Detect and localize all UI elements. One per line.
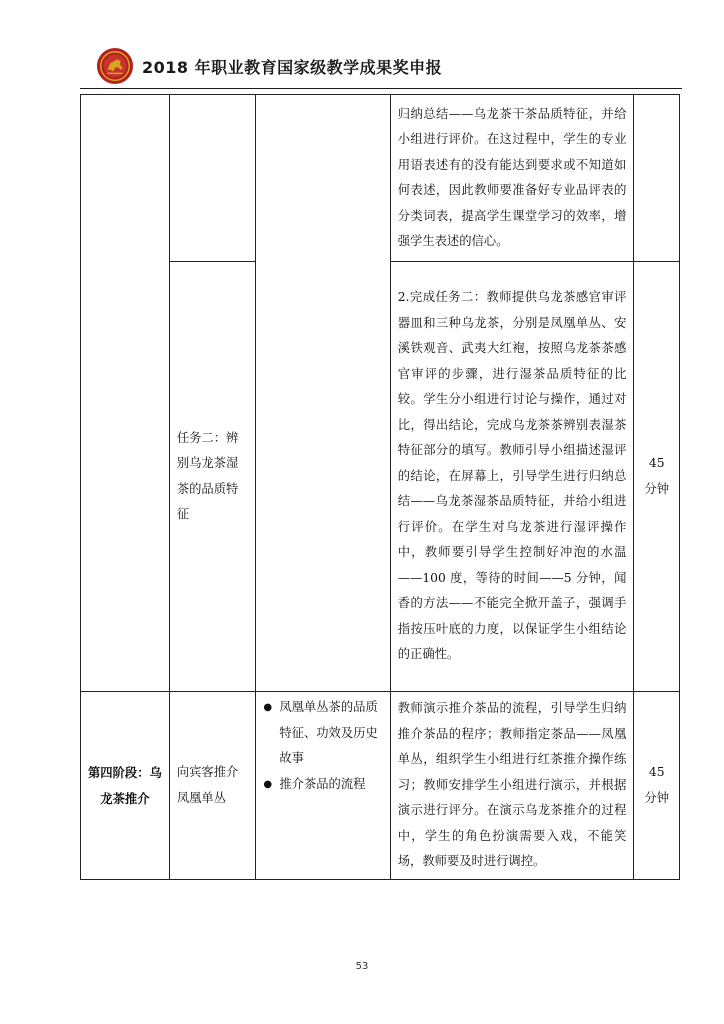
activity-cell: 归纳总结——乌龙茶干茶品质特征，并给小组进行评价。在这过程中，学生的专业用语表述有的没有能达到要求或不知道如何表述，因此教师要准备好专业品评表的分类词表，提高学生课堂学习的效率，增强学生表述的信心。	[390, 95, 634, 262]
page-title: 2018 年职业教育国家级教学成果奖申报	[142, 57, 443, 77]
table-row	[81, 95, 680, 262]
time-cell-empty	[634, 95, 680, 262]
knowledge-list	[263, 695, 382, 797]
stage-cell-empty	[81, 95, 170, 692]
bullet-icon: ●	[263, 778, 273, 790]
knowledge-item: 推介茶品的流程	[279, 776, 366, 791]
knowledge-cell-empty	[256, 95, 390, 692]
time-cell: 45 分钟	[634, 692, 680, 880]
stage-cell: 第四阶段：乌龙茶推介	[81, 692, 170, 880]
list-item	[263, 695, 382, 772]
knowledge-cell	[256, 692, 390, 880]
page-header	[96, 46, 442, 86]
page-number: 53	[355, 961, 369, 972]
knowledge-item: 凤凰单丛茶的品质特征、功效及历史故事	[279, 700, 378, 765]
task-cell-empty	[169, 95, 256, 262]
activity-cell: 教师演示推介茶品的流程，引导学生归纳推介茶品的程序；教师指定茶品——凤凰单丛，组织学生小组进行红茶推介操作练习；教师安排学生小组进行演示，并根据演示进行评分。在演示乌龙茶推介的过程中，学生的角色扮演需要入戏，不能笑场，教师要及时进行调控。	[390, 692, 634, 880]
task-cell: 任务二：辨别乌龙茶湿茶的品质特征	[169, 262, 256, 692]
task-cell: 向宾客推介凤凰单丛	[169, 692, 256, 880]
time-cell: 45 分钟	[634, 262, 680, 692]
list-item	[263, 772, 382, 798]
school-logo-icon	[96, 47, 134, 85]
header-rule	[80, 88, 682, 89]
activity-cell: 2.完成任务二：教师提供乌龙茶感官审评器皿和三种乌龙茶，分别是凤凰单丛、安溪铁观音、武夷大红袍，按照乌龙茶茶感官审评的步骤，进行湿茶品质特征的比较。学生分小组进行讨论与操作，通过对比，得出结论，完成乌龙茶茶辨别表湿茶特征部分的填写。教师引导小组描述湿评的结论，在屏幕上，引导学生进行归纳总结——乌龙茶湿茶品质特征，并给小组进行评价。在学生对乌龙茶进行湿评操作中，教师要引导学生控制好冲泡的水温——100 度，等待的时间——5 分钟，闻香的方法——不能完全掀开盖子，强调手指按压叶底的力度，以保证学生小组结论的正确性。	[390, 262, 634, 692]
table-row	[81, 692, 680, 880]
lesson-plan-table	[80, 94, 680, 880]
bullet-icon: ●	[263, 702, 273, 713]
